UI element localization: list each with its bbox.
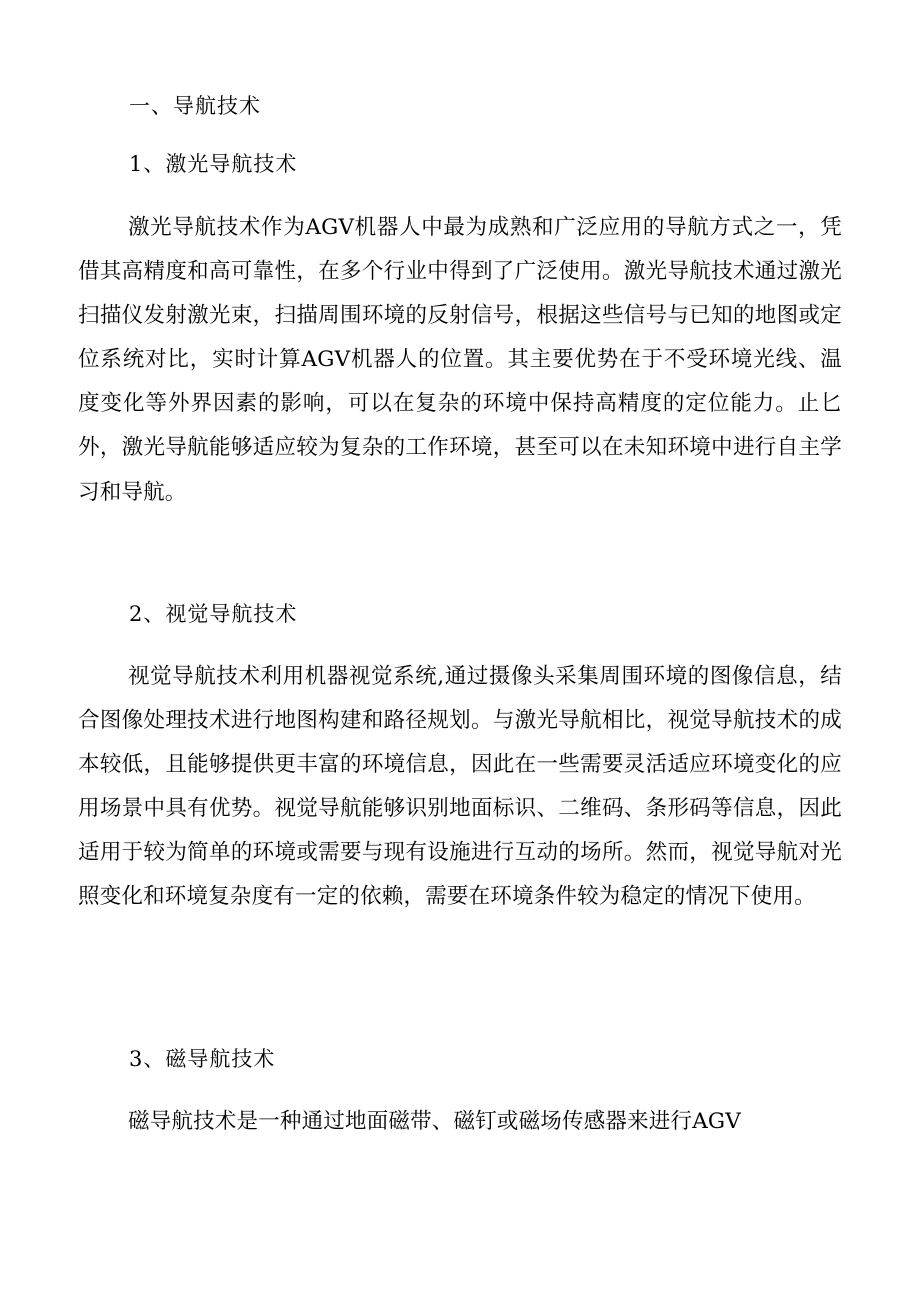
section-3-heading: 3、磁导航技术	[129, 1047, 276, 1071]
main-heading: 一、导航技术	[129, 94, 261, 118]
section-2-heading: 2、视觉导航技术	[129, 602, 298, 626]
section-2-paragraph: 视觉导航技术利用机器视觉系统,通过摄像头采集周围环境的图像信息，结合图像处理技术进行地图构建和路径规划。与激光导航相比，视觉导航技术的成本较低，且能够提供更丰富的环境信息，因此在一些需要灵活适应环境变化的应用场景中具有优势。视觉导航能够识别地面标识、二维码、条形码等信息，因此适用于较为简单的环境或需要与现有设施进行互动的场所。然而，视觉导航对光照变化和环境复杂度有一定的依赖，需要在环境条件较为稳定的情况下使用。	[78, 664, 842, 910]
section-3-paragraph: 磁导航技术是一种通过地面磁带、磁钉或磁场传感器来进行AGV	[128, 1109, 742, 1134]
section-1-paragraph: 激光导航技术作为AGV机器人中最为成熟和广泛应用的导航方式之一，凭借其高精度和高可靠性，在多个行业中得到了广泛使用。激光导航技术通过激光扫描仪发射激光束，扫描周围环境的反射信号，根据这些信号与已知的地图或定位系统对比，实时计算AGV机器人的位置。其主要优势在于不受环境光线、温度变化等外界因素的影响，可以在复杂的环境中保持高精度的定位能力。止匕外，激光导航能够适应较为复杂的工作环境，甚至可以在未知环境中进行自主学习和导航。	[78, 215, 842, 505]
section-1-heading: 1、激光导航技术	[129, 152, 298, 176]
